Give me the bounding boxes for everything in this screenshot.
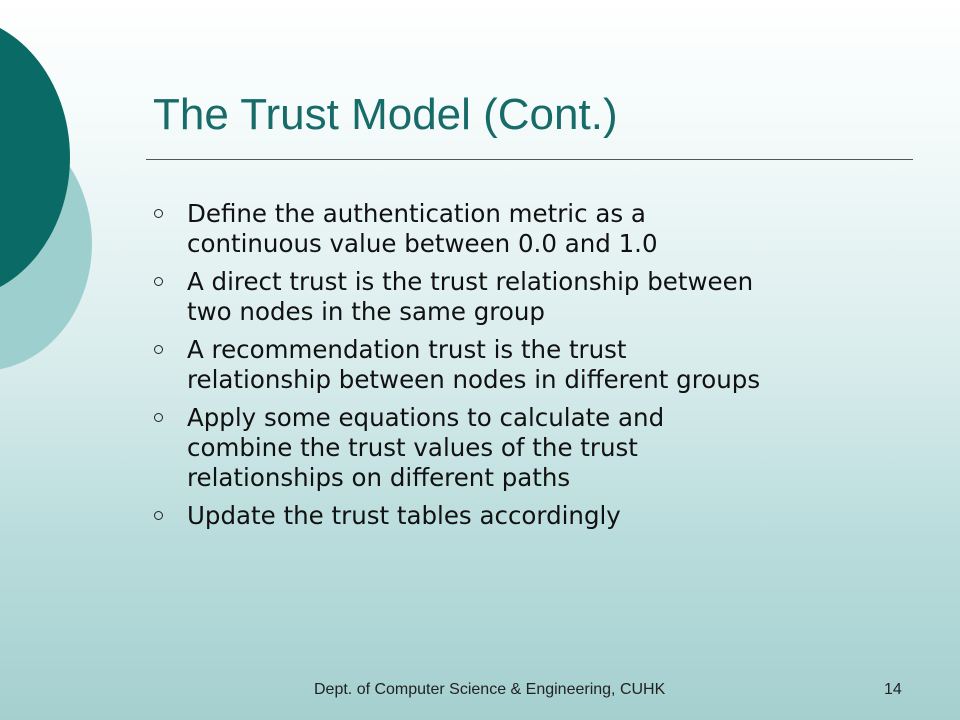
bullet-text: A recommendation trust is the trust relationship between nodes in different groups	[187, 335, 761, 394]
bullet-text: Apply some equations to calculate and combine the trust values of the trust relationships on different paths	[187, 403, 665, 492]
circle-bullet-icon	[154, 511, 163, 520]
bullet-text: Update the trust tables accordingly	[187, 501, 621, 530]
page-number: 14	[884, 681, 902, 698]
bullet-item	[154, 267, 774, 327]
bullet-item	[154, 403, 774, 493]
title-divider	[146, 159, 913, 160]
slide-title: The Trust Model (Cont.)	[153, 90, 618, 139]
bullet-item	[154, 199, 774, 259]
bullet-text: Define the authentication metric as a continuous value between 0.0 and 1.0	[187, 199, 658, 258]
bullet-list	[154, 199, 774, 539]
circle-bullet-icon	[154, 413, 163, 422]
slide-footer: Dept. of Computer Science & Engineering, CUHK	[314, 681, 666, 698]
circle-bullet-icon	[154, 345, 163, 354]
bullet-item	[154, 335, 774, 395]
bullet-text: A direct trust is the trust relationship between two nodes in the same group	[187, 267, 754, 326]
circle-bullet-icon	[154, 209, 163, 218]
circle-bullet-icon	[154, 277, 163, 286]
bullet-item	[154, 501, 774, 531]
